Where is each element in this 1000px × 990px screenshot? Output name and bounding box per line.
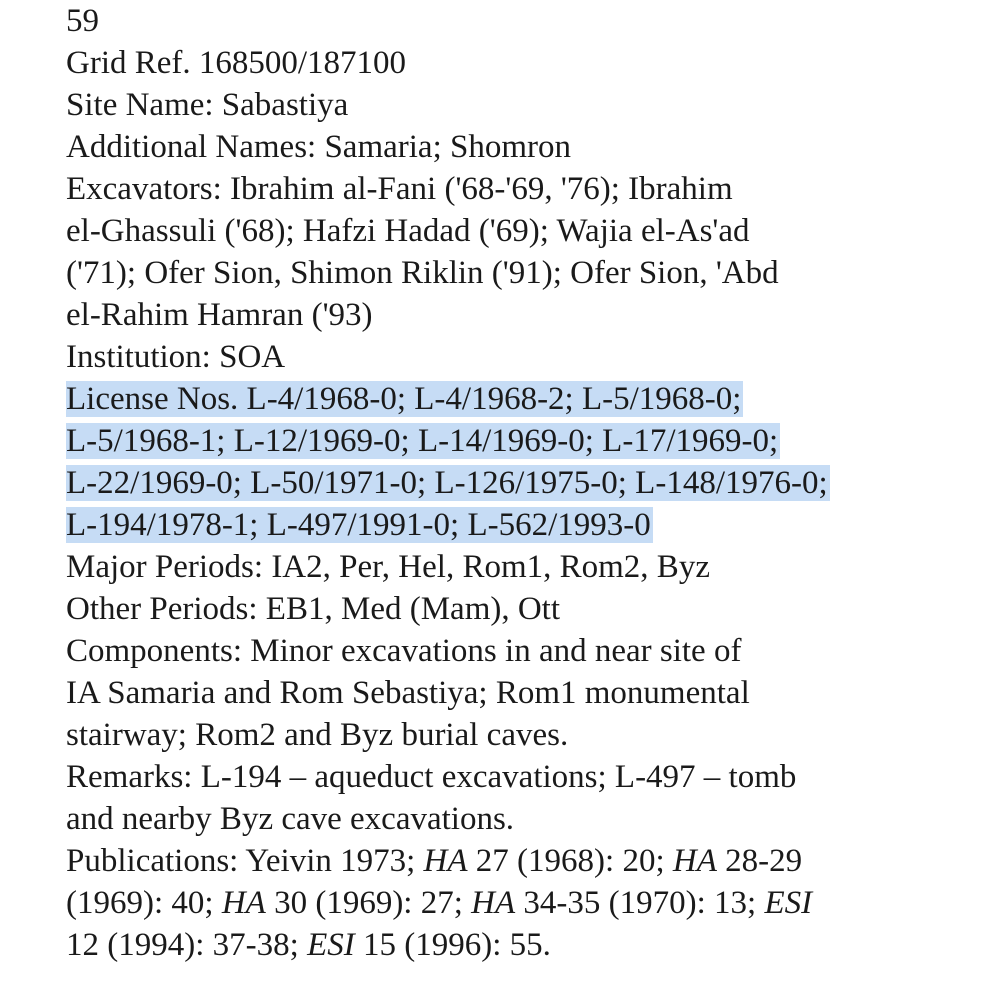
- publications-text: 30 (1969): 27;: [265, 885, 472, 921]
- components-line: stairway; Rom2 and Byz burial caves.: [66, 717, 569, 753]
- publications-text: 34-35 (1970): 13;: [515, 885, 765, 921]
- grid-ref: Grid Ref. 168500/187100: [66, 45, 407, 81]
- publications-text: 27 (1968): 20;: [467, 843, 673, 879]
- institution: Institution: SOA: [66, 339, 286, 375]
- selected-text[interactable]: L-194/1978-1; L-497/1991-0; L-562/1993-0: [66, 507, 651, 543]
- site-name: Site Name: Sabastiya: [66, 87, 349, 123]
- selected-text[interactable]: L-5/1968-1; L-12/1969-0; L-14/1969-0; L-17/1969-0;: [66, 423, 779, 459]
- license-line[interactable]: [66, 504, 986, 546]
- license-line[interactable]: [66, 462, 986, 504]
- journal-abbrev: HA: [471, 885, 516, 921]
- publications-line: [66, 924, 986, 966]
- license-line[interactable]: [66, 420, 986, 462]
- publications-text: 12 (1994): 37-38;: [66, 927, 308, 963]
- journal-abbrev: ESI: [764, 885, 813, 921]
- publications-line: [66, 882, 986, 924]
- other-periods: Other Periods: EB1, Med (Mam), Ott: [66, 591, 561, 627]
- selected-text[interactable]: L-22/1969-0; L-50/1971-0; L-126/1975-0; L-148/1976-0;: [66, 465, 828, 501]
- excavators-line: el-Rahim Hamran ('93): [66, 297, 373, 333]
- journal-abbrev: HA: [423, 843, 468, 879]
- remarks-line: Remarks: L-194 – aqueduct excavations; L-497 – tomb: [66, 759, 797, 795]
- publications-line: [66, 840, 986, 882]
- entry-number: 59: [66, 3, 99, 39]
- components-line: Components: Minor excavations in and near site of: [66, 633, 742, 669]
- license-line[interactable]: [66, 378, 986, 420]
- excavators-line: ('71); Ofer Sion, Shimon Riklin ('91); Ofer Sion, 'Abd: [66, 255, 779, 291]
- excavators-line: el-Ghassuli ('68); Hafzi Hadad ('69); Wajia el-As'ad: [66, 213, 750, 249]
- remarks-line: and nearby Byz cave excavations.: [66, 801, 515, 837]
- publications-text: 15 (1996): 55.: [354, 927, 551, 963]
- journal-abbrev: HA: [221, 885, 266, 921]
- additional-names: Additional Names: Samaria; Shomron: [66, 129, 572, 165]
- journal-abbrev: ESI: [307, 927, 355, 963]
- excavators-line: Excavators: Ibrahim al-Fani ('68-'69, '76); Ibrahim: [66, 171, 733, 207]
- components-line: IA Samaria and Rom Sebastiya; Rom1 monumental: [66, 675, 750, 711]
- selected-text[interactable]: License Nos. L-4/1968-0; L-4/1968-2; L-5/1968-0;: [66, 381, 742, 417]
- publications-text: (1969): 40;: [66, 885, 222, 921]
- major-periods: Major Periods: IA2, Per, Hel, Rom1, Rom2, Byz: [66, 549, 710, 585]
- publications-text: 28-29: [716, 843, 803, 879]
- document-page: [66, 0, 986, 966]
- publications-text: Publications: Yeivin 1973;: [66, 843, 424, 879]
- journal-abbrev: HA: [672, 843, 717, 879]
